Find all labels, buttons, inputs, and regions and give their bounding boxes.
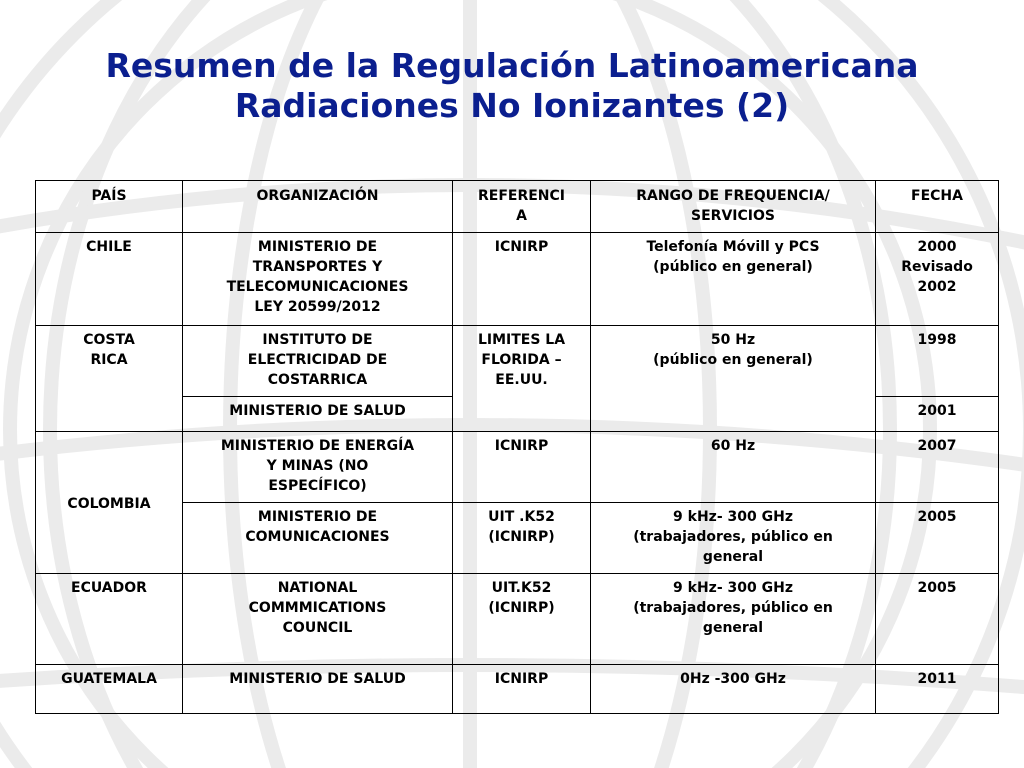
- cell-organization: MINISTERIO DE TRANSPORTES Y TELECOMUNICACIONES LEY 20599/2012: [183, 233, 453, 326]
- cell-reference: UIT .K52 (ICNIRP): [453, 503, 591, 574]
- cell-date: 2000 Revisado 2002: [876, 233, 999, 326]
- cell-range: 0Hz -300 GHz: [591, 665, 876, 714]
- cell-date: 2005: [876, 503, 999, 574]
- header-country: PAÍS: [36, 181, 183, 233]
- cell-organization: MINISTERIO DE SALUD: [183, 397, 453, 432]
- cell-organization: INSTITUTO DE ELECTRICIDAD DE COSTARRICA: [183, 326, 453, 397]
- table-row: [36, 233, 999, 326]
- table-row: [36, 432, 999, 503]
- cell-reference: ICNIRP: [453, 432, 591, 503]
- cell-organization: MINISTERIO DE COMUNICACIONES: [183, 503, 453, 574]
- regulation-table: [35, 180, 999, 714]
- cell-range: 9 kHz- 300 GHz (trabajadores, público en general: [591, 503, 876, 574]
- cell-range: 50 Hz (público en general): [591, 326, 876, 432]
- cell-range: Telefonía Móvill y PCS (público en general): [591, 233, 876, 326]
- cell-country: COLOMBIA: [36, 432, 183, 574]
- cell-country: COSTA RICA: [36, 326, 183, 432]
- cell-range: 60 Hz: [591, 432, 876, 503]
- table-header-row: [36, 181, 999, 233]
- page-title-line-2: Radiaciones No Ionizantes (2): [234, 86, 790, 125]
- cell-reference: LIMITES LA FLORIDA – EE.UU.: [453, 326, 591, 432]
- cell-date: 2001: [876, 397, 999, 432]
- header-range: RANGO DE FREQUENCIA/ SERVICIOS: [591, 181, 876, 233]
- cell-country: ECUADOR: [36, 574, 183, 665]
- cell-reference: ICNIRP: [453, 233, 591, 326]
- cell-date: 1998: [876, 326, 999, 397]
- cell-date: 2007: [876, 432, 999, 503]
- cell-date: 2011: [876, 665, 999, 714]
- cell-country: CHILE: [36, 233, 183, 326]
- table-row: [36, 326, 999, 397]
- page-title-line-1: Resumen de la Regulación Latinoamericana: [105, 46, 919, 85]
- header-reference: REFERENCI A: [453, 181, 591, 233]
- cell-organization: MINISTERIO DE SALUD: [183, 665, 453, 714]
- cell-reference: UIT.K52 (ICNIRP): [453, 574, 591, 665]
- table-row: [36, 574, 999, 665]
- cell-organization: MINISTERIO DE ENERGÍA Y MINAS (NO ESPECÍFICO): [183, 432, 453, 503]
- table-row: [36, 665, 999, 714]
- header-date: FECHA: [876, 181, 999, 233]
- cell-date: 2005: [876, 574, 999, 665]
- header-organization: ORGANIZACIÓN: [183, 181, 453, 233]
- cell-reference: ICNIRP: [453, 665, 591, 714]
- cell-range: 9 kHz- 300 GHz (trabajadores, público en general: [591, 574, 876, 665]
- cell-organization: NATIONAL COMMMICATIONS COUNCIL: [183, 574, 453, 665]
- page-title: [0, 46, 1024, 126]
- cell-country: GUATEMALA: [36, 665, 183, 714]
